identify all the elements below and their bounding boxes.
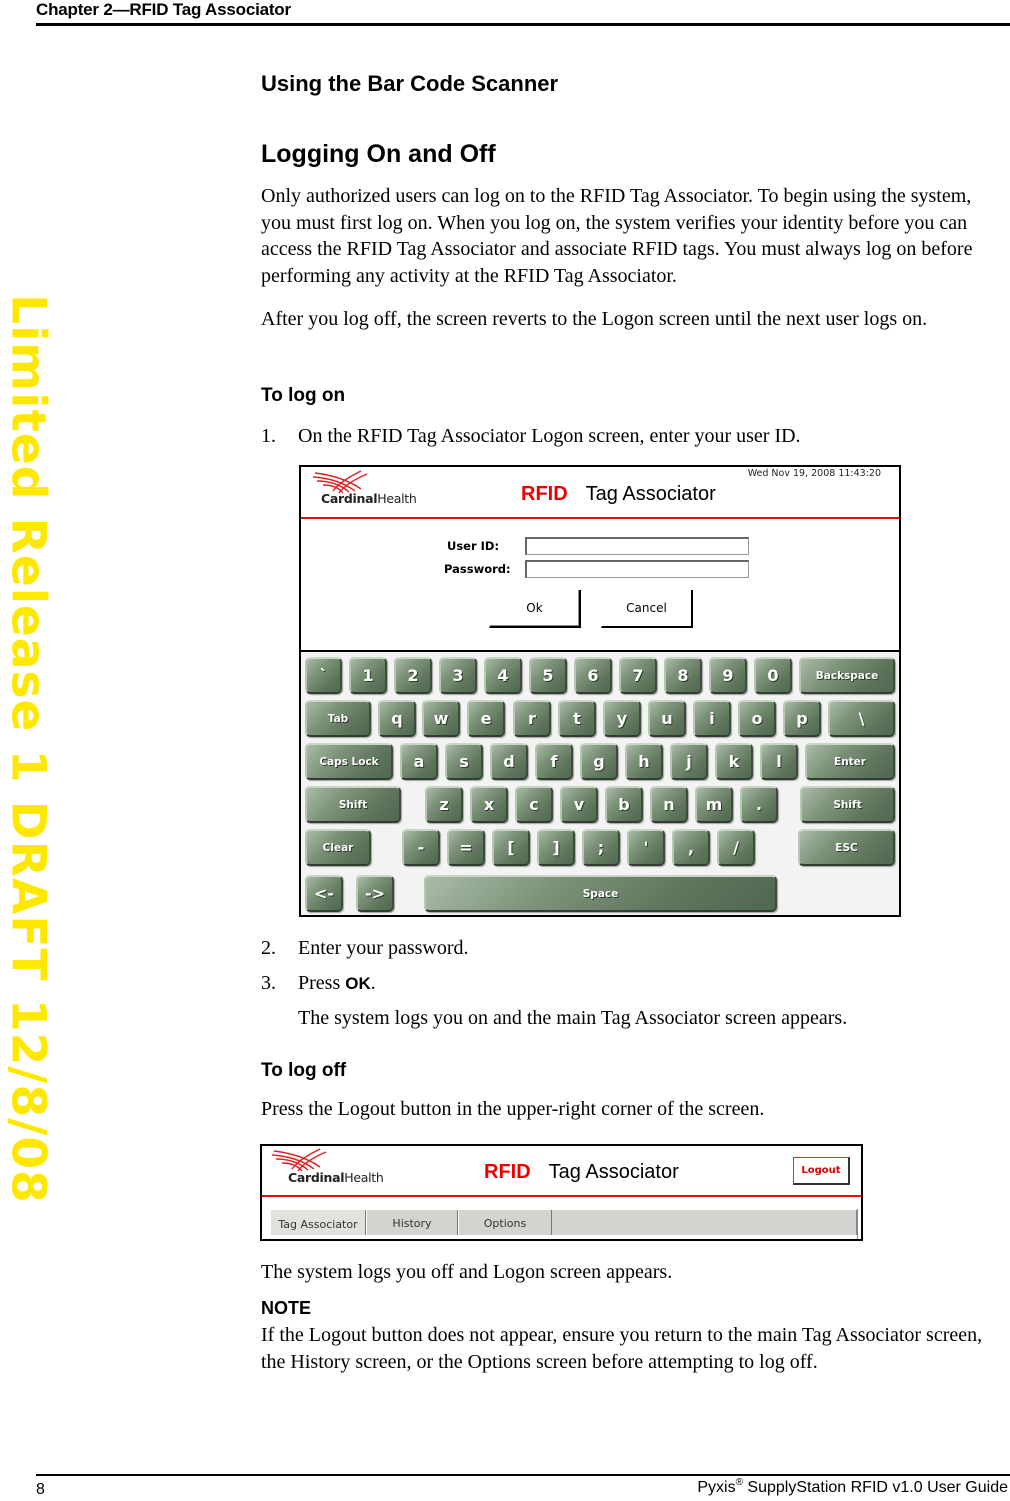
draft-watermark: [0, 293, 58, 1204]
ok-button[interactable]: Ok: [489, 590, 581, 628]
key-k[interactable]: k: [715, 743, 753, 780]
footer-rule: [36, 1474, 1010, 1476]
ui-label-ok: OK: [345, 974, 371, 993]
key-i[interactable]: i: [693, 700, 731, 737]
section-title: Logging On and Off: [261, 140, 496, 168]
title-rfid: RFID: [484, 1161, 531, 1183]
key-shift-right[interactable]: Shift: [800, 786, 895, 823]
header-rule: [36, 23, 1010, 26]
step-number: 2.: [261, 937, 276, 959]
step-result: The system logs you on and the main Tag Associator screen appears.: [298, 1007, 848, 1029]
key-u[interactable]: u: [648, 700, 686, 737]
key-x[interactable]: x: [470, 786, 508, 823]
logout-button[interactable]: Logout: [793, 1157, 850, 1185]
key-e[interactable]: e: [467, 700, 505, 737]
note-text: If the Logout button does not appear, ensure you return to the main Tag Associator screen, the History screen, or the Options screen before attempting to log off.: [261, 1324, 983, 1373]
key-open-bracket[interactable]: [: [492, 829, 530, 866]
title-rfid: RFID: [521, 483, 568, 505]
key-3[interactable]: 3: [439, 657, 477, 694]
tab-tag-associator[interactable]: Tag Associator: [270, 1210, 366, 1238]
key-semicolon[interactable]: ;: [582, 829, 620, 866]
key-v[interactable]: v: [560, 786, 598, 823]
cancel-button[interactable]: Cancel: [601, 590, 693, 628]
key-caps-lock[interactable]: Caps Lock: [305, 743, 393, 780]
intro-paragraph: Only authorized users can log on to the RFID Tag Associator. To begin using the system, you must first log on. When you log on, the system verifies your identity before you can access the RFID Tag Associator and associate RFID tags. You must always log on before performing any activity at the RFID Tag Associator.: [261, 185, 973, 287]
key-esc[interactable]: ESC: [798, 829, 895, 866]
key-2[interactable]: 2: [394, 657, 432, 694]
app-header: [262, 1146, 861, 1197]
note-label: NOTE: [261, 1298, 312, 1318]
key-clear[interactable]: Clear: [305, 829, 371, 866]
running-head: Chapter 2—RFID Tag Associator: [36, 0, 291, 19]
key-s[interactable]: s: [445, 743, 483, 780]
key-y[interactable]: y: [603, 700, 641, 737]
key-o[interactable]: o: [738, 700, 776, 737]
logoff-result: The system logs you off and Logon screen appears.: [261, 1261, 673, 1283]
key-f[interactable]: f: [535, 743, 573, 780]
key-8[interactable]: 8: [664, 657, 702, 694]
key-q[interactable]: q: [378, 700, 416, 737]
key-period[interactable]: .: [740, 786, 778, 823]
key-a[interactable]: a: [400, 743, 438, 780]
app-title: [521, 483, 716, 506]
tab-history[interactable]: History: [366, 1210, 458, 1236]
logoff-paragraph: After you log off, the screen reverts to the Logon screen until the next user logs on.: [261, 308, 928, 330]
key-tab[interactable]: Tab: [305, 700, 371, 737]
key-w[interactable]: w: [422, 700, 460, 737]
key-7[interactable]: 7: [619, 657, 657, 694]
key-right-arrow[interactable]: ->: [356, 875, 394, 912]
key-comma[interactable]: ,: [672, 829, 710, 866]
key-n[interactable]: n: [650, 786, 688, 823]
tab-options[interactable]: Options: [458, 1210, 552, 1236]
step-number: 1.: [261, 425, 276, 447]
key-c[interactable]: c: [515, 786, 553, 823]
key-m[interactable]: m: [695, 786, 733, 823]
key-d[interactable]: d: [490, 743, 528, 780]
logon-screenshot: [299, 465, 901, 917]
key-0[interactable]: 0: [754, 657, 792, 694]
key-equals[interactable]: =: [447, 829, 485, 866]
key-b[interactable]: b: [605, 786, 643, 823]
step-text: Press OK.: [298, 972, 376, 994]
watermark-text: Limited Release 1 DRAFT 12/8/08: [0, 293, 56, 1204]
key-minus[interactable]: -: [402, 829, 440, 866]
key-5[interactable]: 5: [529, 657, 567, 694]
key-h[interactable]: h: [625, 743, 663, 780]
key-left-arrow[interactable]: <-: [305, 875, 343, 912]
footer-title: Pyxis® SupplyStation RFID v1.0 User Guide: [697, 1477, 1008, 1496]
key-r[interactable]: r: [513, 700, 551, 737]
password-label: Password:: [444, 562, 511, 576]
key-g[interactable]: g: [580, 743, 618, 780]
logon-form: [301, 519, 899, 652]
key-1[interactable]: 1: [349, 657, 387, 694]
procedure-heading-log-on: To log on: [261, 385, 346, 406]
key-backslash[interactable]: \: [828, 700, 895, 737]
page-number: 8: [36, 1481, 45, 1498]
app-header: [301, 467, 899, 519]
password-field[interactable]: [525, 560, 749, 578]
title-tag-associator: Tag Associator: [585, 483, 716, 505]
user-id-field[interactable]: [525, 537, 749, 555]
subsection-title: Using the Bar Code Scanner: [261, 71, 559, 96]
key-shift-left[interactable]: Shift: [305, 786, 401, 823]
step-text: Enter your password.: [298, 937, 469, 959]
key-enter[interactable]: Enter: [805, 743, 895, 780]
key-backtick[interactable]: `: [305, 657, 342, 694]
step-number: 3.: [261, 972, 276, 994]
step-text: On the RFID Tag Associator Logon screen, enter your user ID.: [298, 425, 801, 447]
logoff-instruction: Press the Logout button in the upper-right corner of the screen.: [261, 1098, 765, 1120]
key-space[interactable]: Space: [424, 875, 777, 912]
app-title: [484, 1161, 679, 1184]
key-t[interactable]: t: [558, 700, 596, 737]
logo-wordmark: CardinalHealth: [321, 491, 417, 506]
datetime: Wed Nov 19, 2008 11:43:20: [747, 468, 881, 479]
key-p[interactable]: p: [783, 700, 821, 737]
key-close-bracket[interactable]: ]: [537, 829, 575, 866]
key-l[interactable]: l: [760, 743, 798, 780]
key-slash[interactable]: /: [717, 829, 755, 866]
tab-panel: [271, 1235, 857, 1241]
key-z[interactable]: z: [425, 786, 463, 823]
main-screen-screenshot: [260, 1144, 863, 1241]
title-tag-associator: Tag Associator: [548, 1161, 679, 1183]
key-apostrophe[interactable]: ': [627, 829, 665, 866]
key-4[interactable]: 4: [484, 657, 522, 694]
key-backspace[interactable]: Backspace: [799, 657, 895, 694]
user-id-label: User ID:: [447, 539, 500, 553]
key-j[interactable]: j: [670, 743, 708, 780]
key-9[interactable]: 9: [709, 657, 747, 694]
logo-wordmark: CardinalHealth: [288, 1170, 384, 1185]
key-6[interactable]: 6: [574, 657, 612, 694]
procedure-heading-log-off: To log off: [261, 1060, 347, 1081]
